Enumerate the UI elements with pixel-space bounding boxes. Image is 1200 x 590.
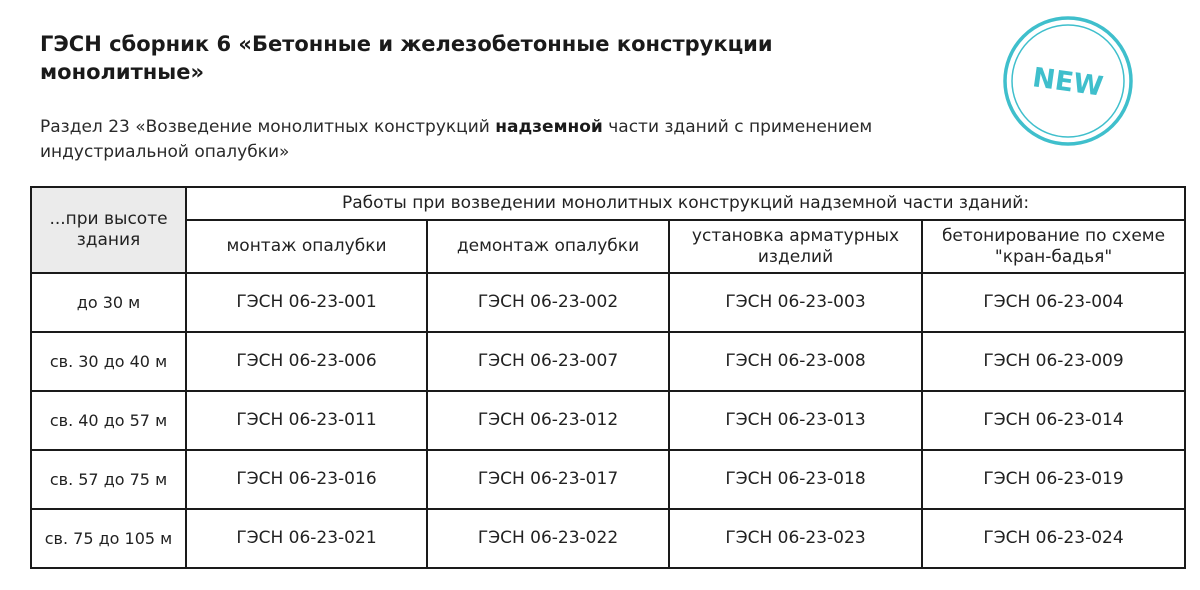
table-row <box>31 391 1185 450</box>
code-cell: ГЭСН 06-23-019 <box>922 450 1185 509</box>
column-header: бетонирование по схеме "кран-бадья" <box>922 220 1185 273</box>
code-cell: ГЭСН 06-23-012 <box>427 391 669 450</box>
code-cell: ГЭСН 06-23-024 <box>922 509 1185 568</box>
code-cell: ГЭСН 06-23-013 <box>669 391 922 450</box>
column-header: демонтаж опалубки <box>427 220 669 273</box>
height-cell: св. 40 до 57 м <box>31 391 186 450</box>
code-cell: ГЭСН 06-23-016 <box>186 450 427 509</box>
subtitle-emphasis: надземной <box>495 117 603 137</box>
height-cell: св. 75 до 105 м <box>31 509 186 568</box>
works-group-header: Работы при возведении монолитных конструкций надземной части зданий: <box>186 187 1185 220</box>
code-cell: ГЭСН 06-23-014 <box>922 391 1185 450</box>
code-cell: ГЭСН 06-23-003 <box>669 273 922 332</box>
table-row <box>31 509 1185 568</box>
code-cell: ГЭСН 06-23-002 <box>427 273 669 332</box>
table-row <box>31 273 1185 332</box>
subtitle-text-end: части зданий с применением индустриальной опалубки» <box>40 117 873 162</box>
height-cell: до 30 м <box>31 273 186 332</box>
code-cell: ГЭСН 06-23-008 <box>669 332 922 391</box>
code-cell: ГЭСН 06-23-001 <box>186 273 427 332</box>
height-column-header: ...при высоте здания <box>31 187 186 273</box>
height-cell: св. 57 до 75 м <box>31 450 186 509</box>
code-cell: ГЭСН 06-23-017 <box>427 450 669 509</box>
section-subtitle <box>40 115 900 165</box>
code-cell: ГЭСН 06-23-006 <box>186 332 427 391</box>
code-cell: ГЭСН 06-23-011 <box>186 391 427 450</box>
height-cell: св. 30 до 40 м <box>31 332 186 391</box>
code-cell: ГЭСН 06-23-021 <box>186 509 427 568</box>
code-cell: ГЭСН 06-23-018 <box>669 450 922 509</box>
gesn-codes-table <box>30 186 1186 569</box>
code-cell: ГЭСН 06-23-022 <box>427 509 669 568</box>
code-cell: ГЭСН 06-23-007 <box>427 332 669 391</box>
subtitle-text-start: Раздел 23 «Возведение монолитных конструкций <box>40 117 496 137</box>
document-title: ГЭСН сборник 6 «Бетонные и железобетонные конструкции монолитные» <box>40 32 773 84</box>
table-row <box>31 450 1185 509</box>
column-header: монтаж опалубки <box>186 220 427 273</box>
code-cell: ГЭСН 06-23-009 <box>922 332 1185 391</box>
column-header: установка арматурных изделий <box>669 220 922 273</box>
new-badge-icon <box>1002 15 1134 147</box>
code-cell: ГЭСН 06-23-023 <box>669 509 922 568</box>
table-row <box>31 332 1185 391</box>
badge-text: NEW <box>1030 62 1106 103</box>
code-cell: ГЭСН 06-23-004 <box>922 273 1185 332</box>
